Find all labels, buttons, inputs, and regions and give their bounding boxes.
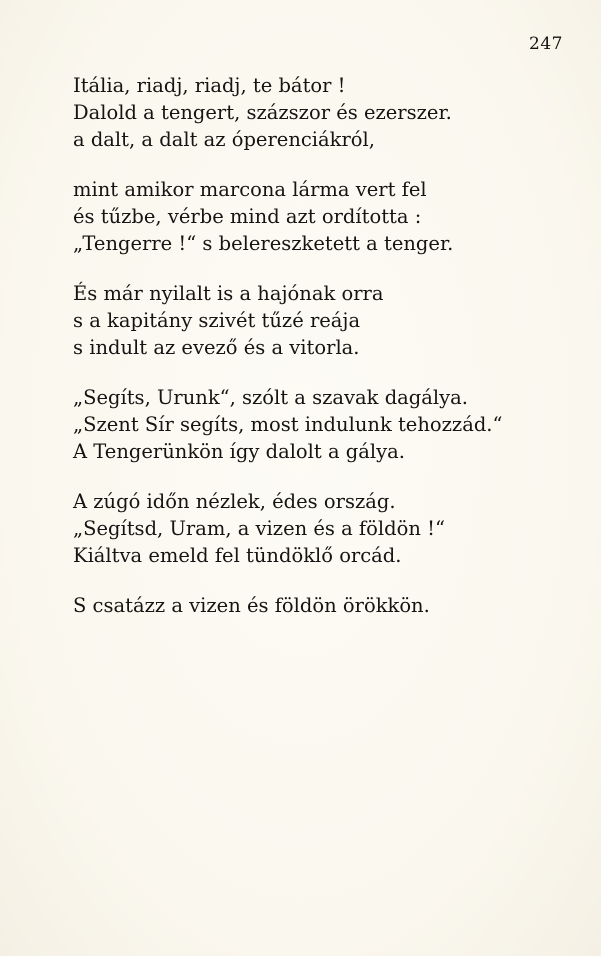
poem-line: „Tengerre !“ s belereszketett a tenger. [73,232,454,255]
stanza-6 [73,592,573,619]
poem-line: Itália, riadj, riadj, te bátor ! [73,74,346,97]
poem-line: s a kapitány szivét tűzé reája [73,309,361,332]
poem-line: „Segíts, Urunk“, szólt a szavak dagálya. [73,386,468,409]
poem-line: mint amikor marcona lárma vert fel [73,178,427,201]
poem-line: és tűzbe, vérbe mind azt ordította : [73,205,422,228]
poem-line: „Szent Sír segíts, most indulunk tehozzád.“ [73,413,503,436]
page-number: 247 [529,34,563,54]
poem-line: A Tengerünkön így dalolt a gálya. [73,440,405,463]
poem-line: „Segítsd, Uram, a vizen és a földön !“ [73,517,445,540]
stanza-5 [73,488,573,569]
poem-line: S csatázz a vizen és földön örökkön. [73,594,430,617]
poem-line: s indult az evező és a vitorla. [73,336,360,359]
stanza-1 [73,72,573,153]
poem-line: És már nyilalt is a hajónak orra [73,282,384,305]
stanza-4 [73,384,573,465]
stanza-3 [73,280,573,361]
poem [73,72,573,642]
poem-line: Kiáltva emeld fel tündöklő orcád. [73,544,402,567]
poem-line: A zúgó időn nézlek, édes ország. [73,490,396,513]
poem-line: a dalt, a dalt az óperenciákról, [73,128,375,151]
stanza-2 [73,176,573,257]
poem-line: Dalold a tengert, százszor és ezerszer. [73,101,452,124]
